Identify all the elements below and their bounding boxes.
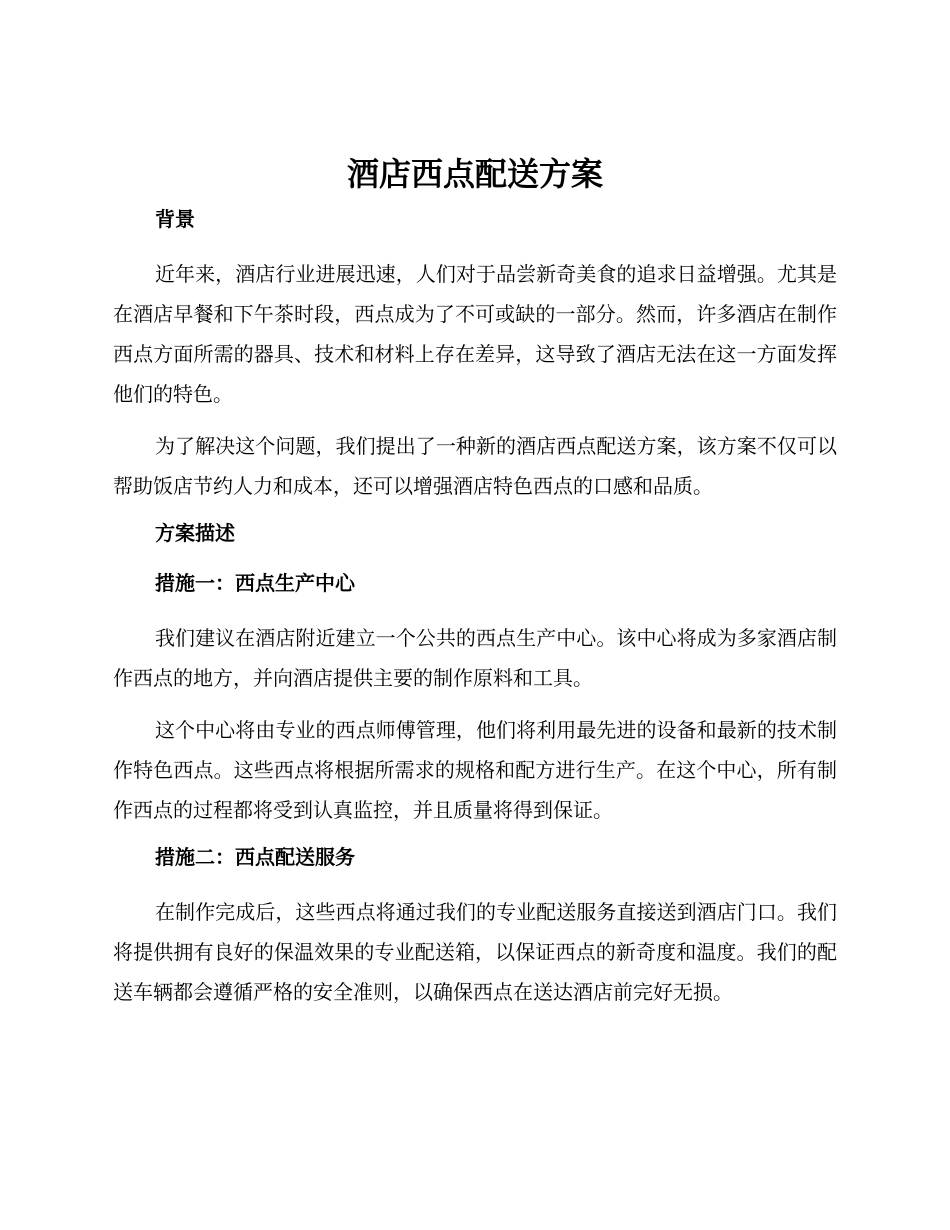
measure-one-paragraph-1: 我们建议在酒店附近建立一个公共的西点生产中心。该中心将成为多家酒店制作西点的地方，并向酒店提供主要的制作原料和工具。: [113, 626, 837, 690]
section-heading-background: 背景: [155, 207, 195, 231]
background-paragraph-2: 为了解决这个问题，我们提出了一种新的酒店西点配送方案，该方案不仅可以帮助饭店节约人力和成本，还可以增强酒店特色西点的口感和品质。: [113, 434, 837, 498]
section-heading-measure-two: 措施二：西点配送服务: [155, 845, 355, 869]
document-title: 酒店西点配送方案: [346, 155, 603, 193]
measure-one-paragraph-2: 这个中心将由专业的西点师傅管理，他们将利用最先进的设备和最新的技术制作特色西点。这些西点将根据所需求的规格和配方进行生产。在这个中心，所有制作西点的过程都将受到认真监控，并且质量将得到保证。: [113, 718, 837, 822]
measure-two-paragraph-1: 在制作完成后，这些西点将通过我们的专业配送服务直接送到酒店门口。我们将提供拥有良好的保温效果的专业配送箱，以保证西点的新奇度和温度。我们的配送车辆都会遵循严格的安全准则，以确保西点在送达酒店前完好无损。: [113, 900, 837, 1004]
background-paragraph-1: 近年来，酒店行业进展迅速，人们对于品尝新奇美食的追求日益增强。尤其是在酒店早餐和下午茶时段，西点成为了不可或缺的一部分。然而，许多酒店在制作西点方面所需的器具、技术和材料上存在差异，这导致了酒店无法在这一方面发挥他们的特色。: [113, 262, 837, 406]
document-body: [113, 152, 837, 1024]
section-heading-measure-one: 措施一：西点生产中心: [155, 571, 355, 595]
section-heading-plan-description: 方案描述: [155, 521, 235, 545]
